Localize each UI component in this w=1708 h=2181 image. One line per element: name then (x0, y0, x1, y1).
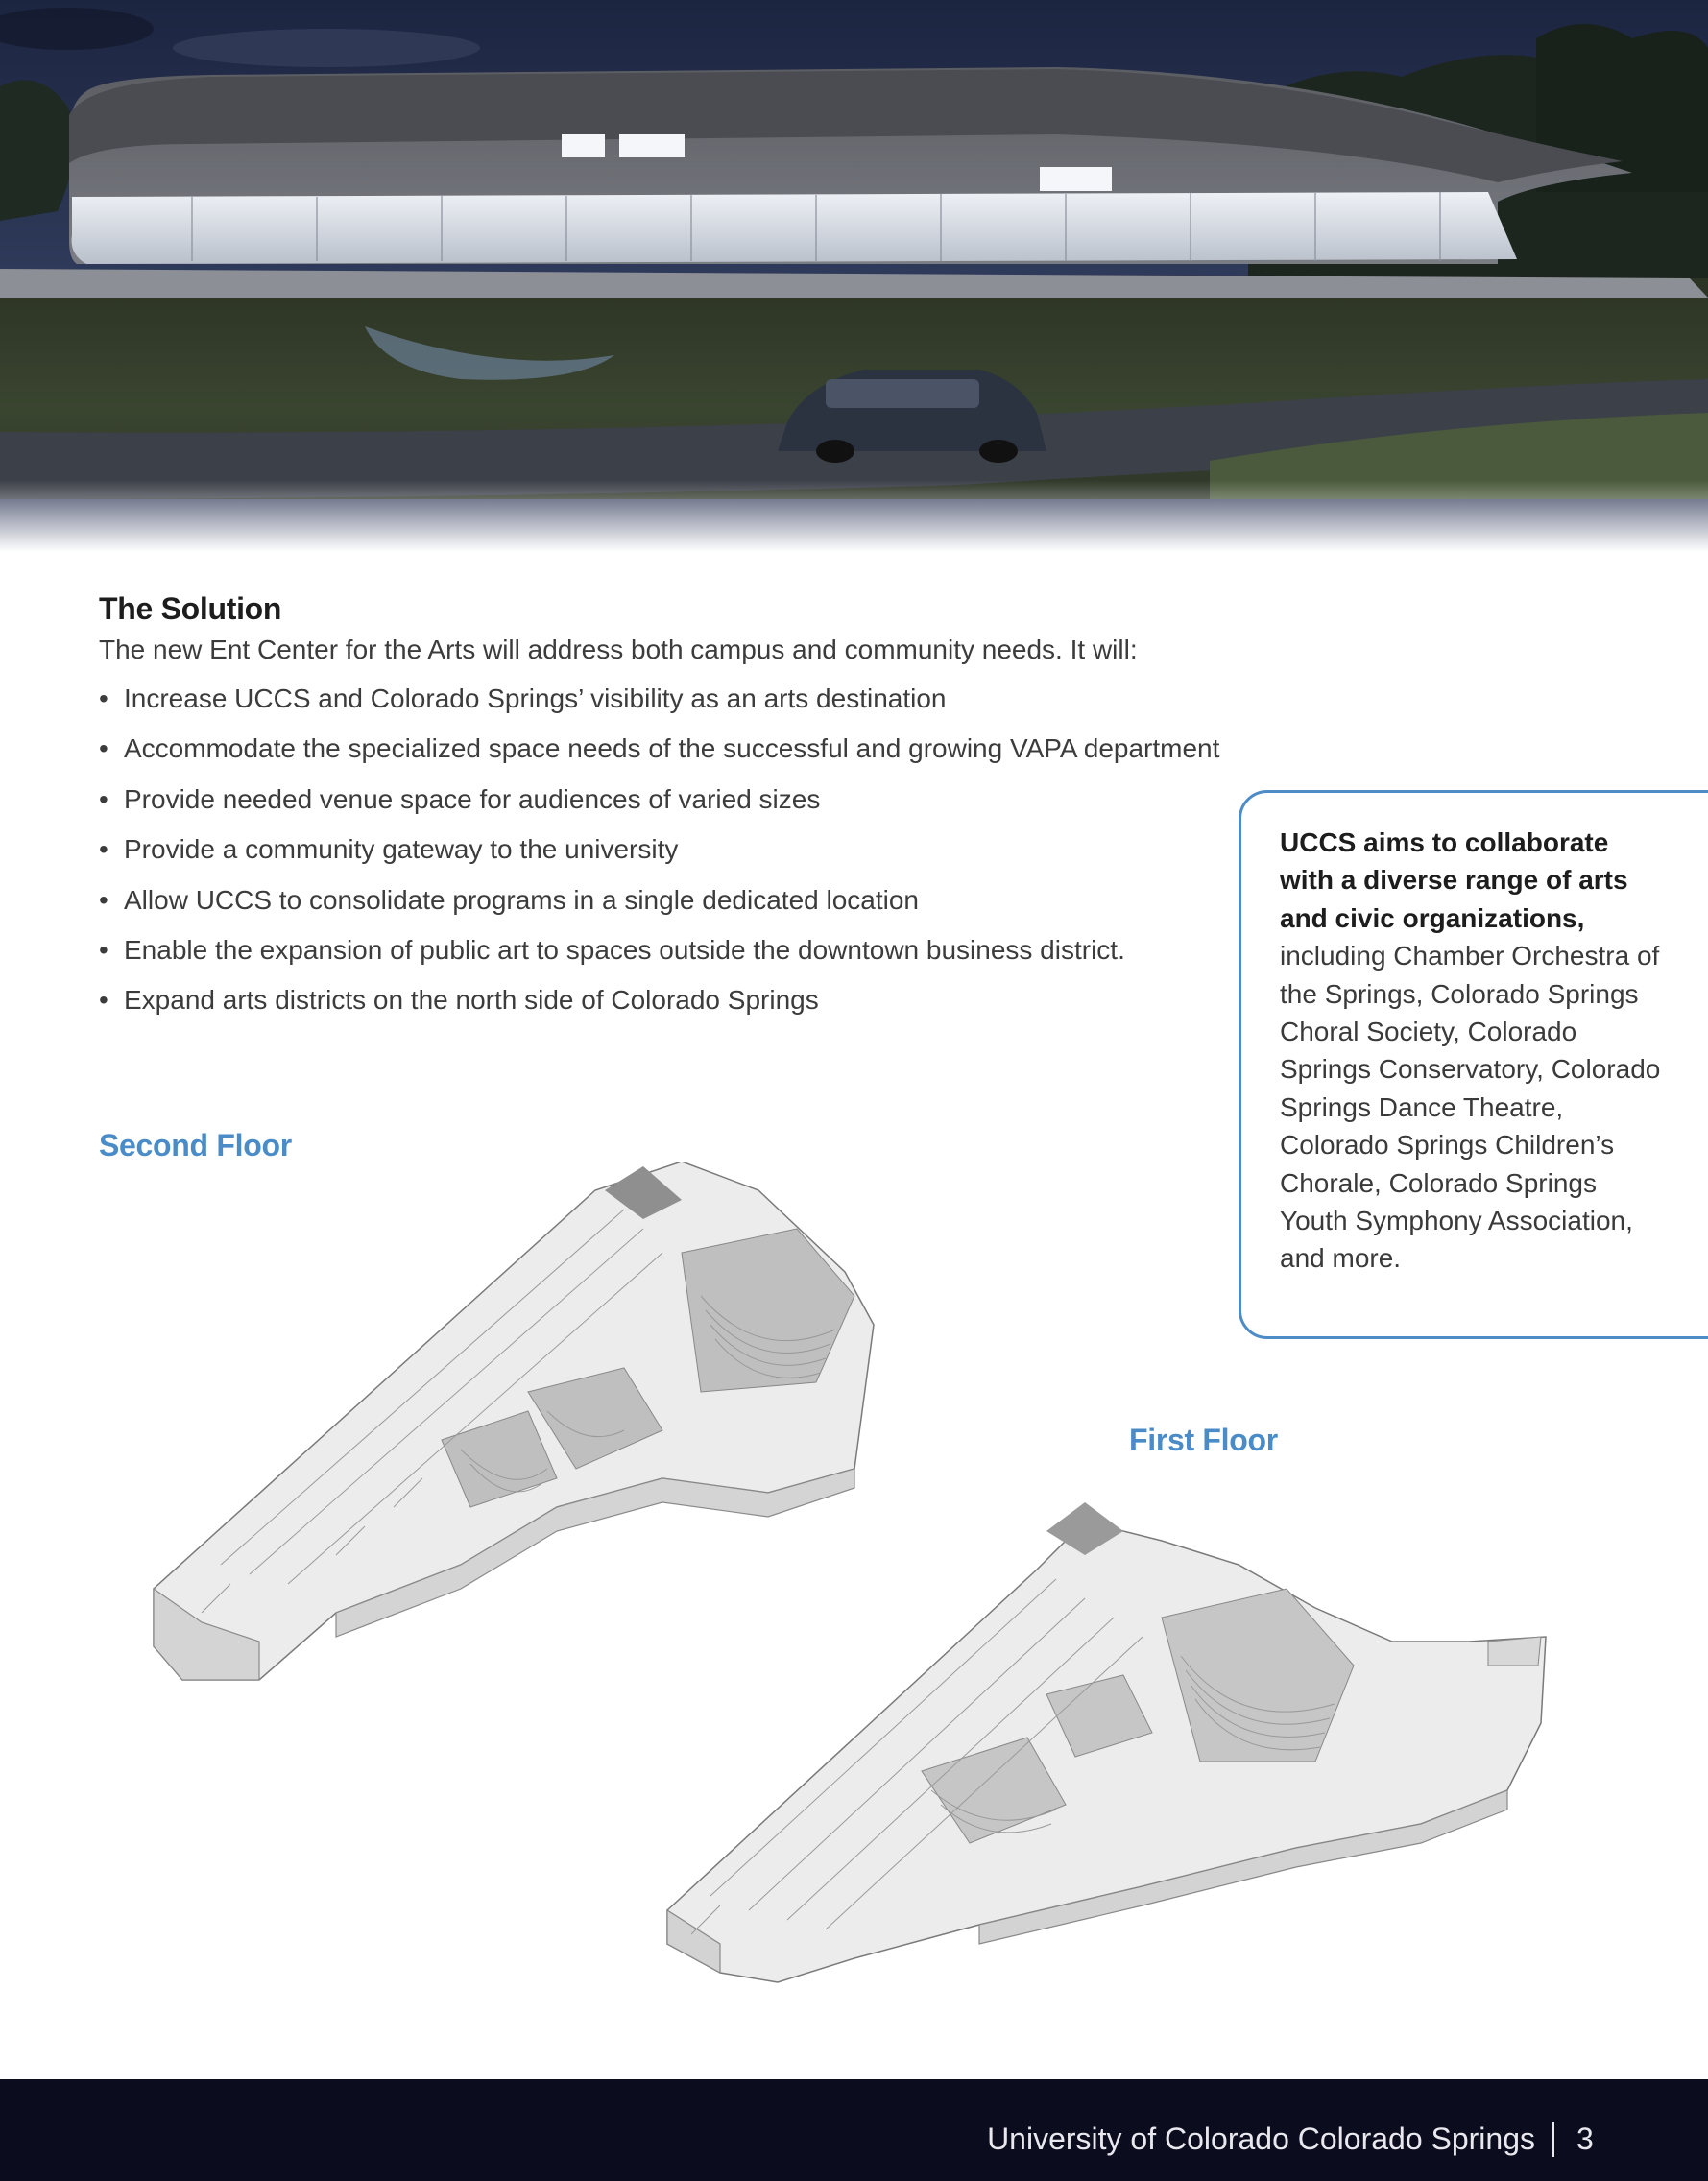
second-floor-label: Second Floor (99, 1128, 292, 1162)
bullet-text: Expand arts districts on the north side of Colorado Springs (124, 985, 819, 1016)
callout-body-text: including Chamber Orchestra of the Springs, Colorado Springs Choral Society, Colorado Springs Conservatory, Colorado Springs Dance Theatre, Colorado Springs Children’s Chorale, Colorado Springs Youth Symphony Association, and more. (1280, 941, 1661, 1274)
bullet-dot: • (99, 934, 108, 965)
bullet-item (99, 684, 1219, 734)
bullet-text: Enable the expansion of public art to spaces outside the downtown business district. (124, 934, 1125, 965)
bullet-dot: • (99, 783, 108, 814)
bullet-text: Provide needed venue space for audiences of varied sizes (124, 783, 821, 814)
callout-bold-text: UCCS aims to collaborate with a diverse range of arts and civic organizations, (1280, 827, 1628, 933)
bullet-item (99, 986, 1219, 1036)
partners-callout-text (1280, 824, 1664, 1278)
bullet-text: Allow UCCS to consolidate programs in a single dedicated location (124, 884, 919, 915)
first-floor-plan-drawing (662, 1474, 1555, 1992)
bullet-text: Provide a community gateway to the university (124, 834, 679, 865)
bullet-dot: • (99, 884, 108, 915)
footer-separator (1552, 2122, 1554, 2157)
solution-intro: The new Ent Center for the Arts will address both campus and community needs. It will: (99, 635, 1138, 664)
bullet-dot: • (99, 834, 108, 865)
bullet-text: Increase UCCS and Colorado Springs’ visibility as an arts destination (124, 683, 947, 713)
page-number: 3 (1576, 2121, 1594, 2156)
bullet-dot: • (99, 733, 108, 764)
solution-heading: The Solution (99, 591, 282, 626)
building-night-illustration (0, 0, 1708, 552)
bullet-dot: • (99, 985, 108, 1016)
hero-building-rendering (0, 0, 1708, 552)
solution-bullet-list (99, 684, 1219, 1037)
bullet-item (99, 734, 1219, 784)
footer-institution: University of Colorado Colorado Springs (987, 2121, 1535, 2156)
bullet-text: Accommodate the specialized space needs of the successful and growing VAPA department (124, 733, 1220, 764)
first-floor-label: First Floor (1129, 1423, 1278, 1457)
bullet-item (99, 785, 1219, 835)
bullet-item (99, 936, 1219, 986)
bullet-item (99, 886, 1219, 936)
bullet-item (99, 835, 1219, 885)
bullet-dot: • (99, 683, 108, 713)
